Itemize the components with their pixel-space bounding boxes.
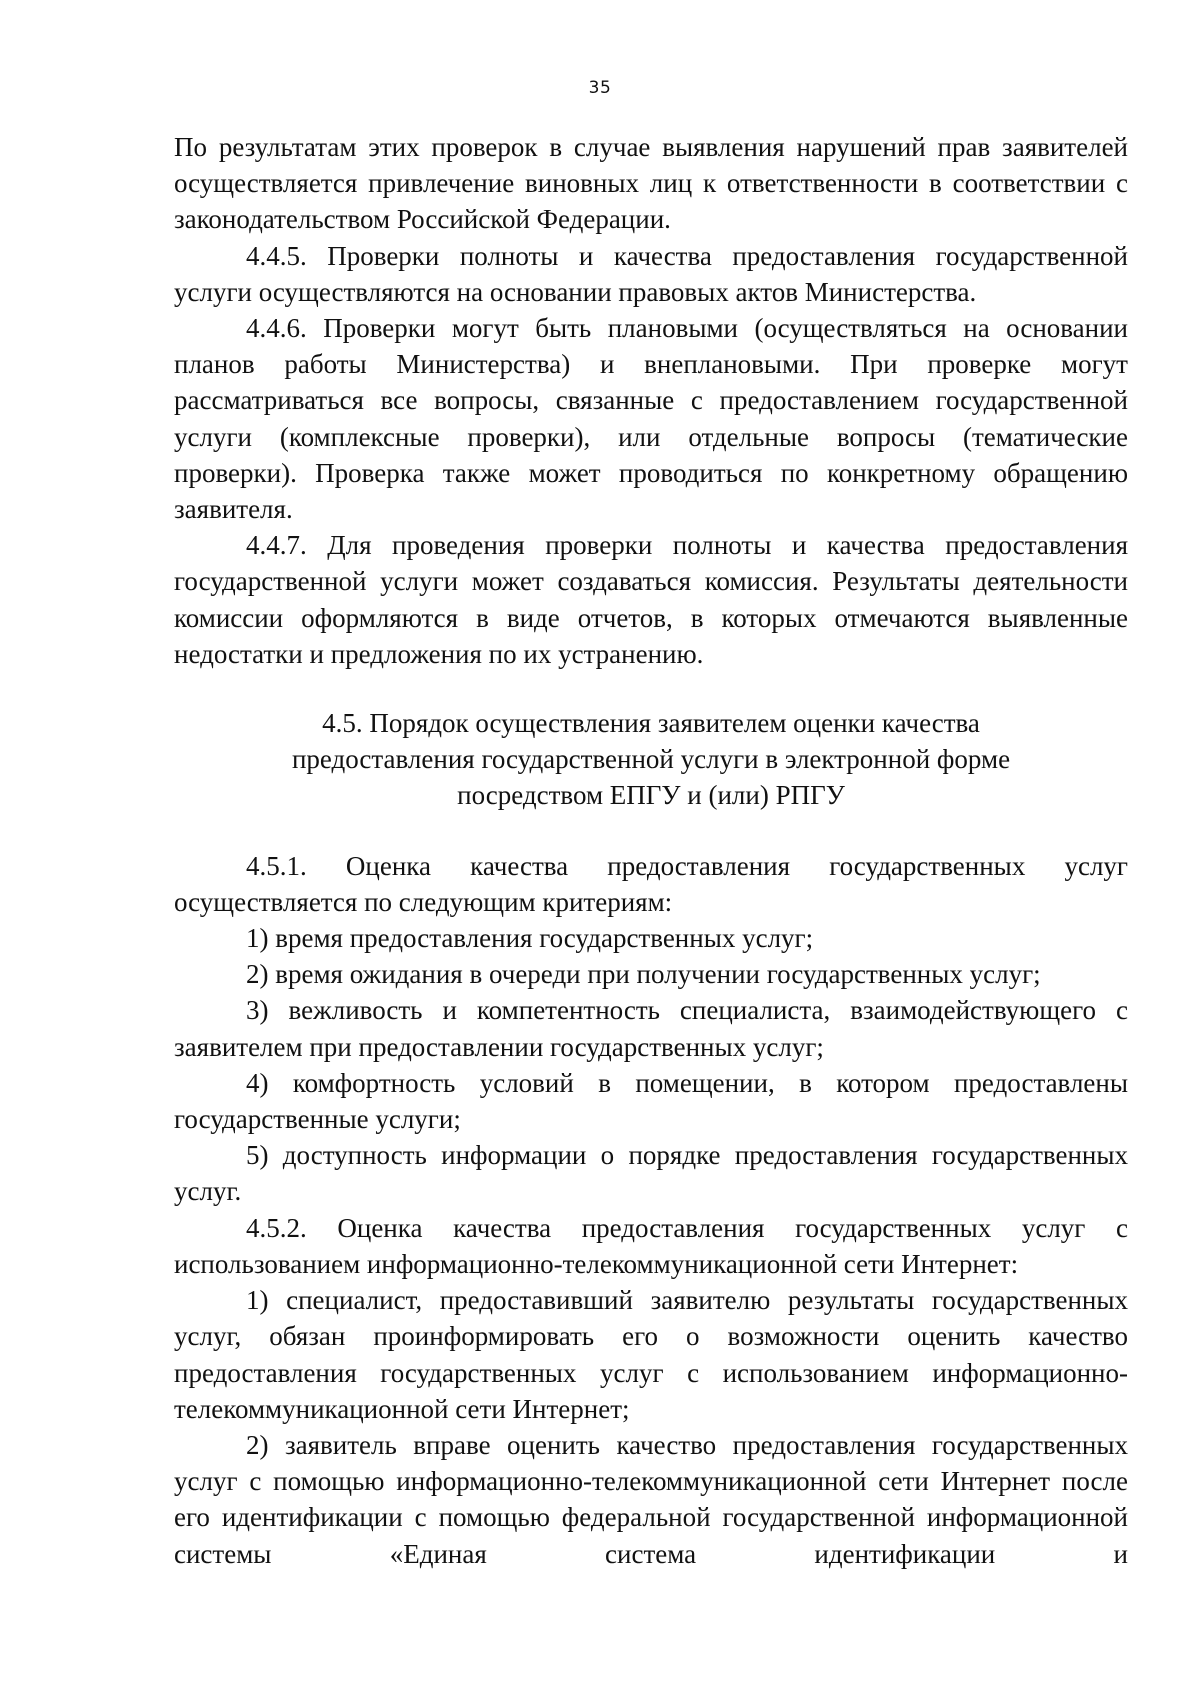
paragraph-4-4-6: 4.4.6. Проверки могут быть плановыми (осуществляться на основании планов работы Министерства) и внеплановыми. При проверке могут рассматриваться все вопросы, связанные с предоставлением государственной услуги (комплексные проверки), или отдельные вопросы (тематические проверки). Проверка также может проводиться по конкретному обращению заявителя. <box>174 313 1128 525</box>
section-heading-line: предоставления государственной услуги в электронной форме <box>291 744 1011 775</box>
paragraph-4-4-5: 4.4.5. Проверки полноты и качества предоставления государственной услуги осуществляются на основании правовых актов Министерства. <box>174 240 1128 307</box>
paragraph-4-5-2: 4.5.2. Оценка качества предоставления государственных услуг с использованием информационно-телекоммуникационной сети Интернет: <box>174 1212 1128 1279</box>
paragraph-4-4-7: 4.4.7. Для проведения проверки полноты и качества предоставления государственной услуги может создаваться комиссия. Результаты деятельности комиссии оформляются в виде отчетов, в которых отмечаются выявленные недостатки и предложения по их устранению. <box>174 530 1128 669</box>
criteria-item-4: 4) комфортность условий в помещении, в котором предоставлены государственные услуги; <box>174 1067 1128 1135</box>
criteria-item-2: 2) время ожидания в очереди при получении государственных услуг; <box>246 959 1041 990</box>
section-heading-line: 4.5. Порядок осуществления заявителем оценки качества <box>322 708 980 739</box>
paragraph-4-5-1: 4.5.1. Оценка качества предоставления государственных услуг осуществляется по следующим критериям: <box>174 850 1128 917</box>
criteria-item-5: 5) доступность информации о порядке предоставления государственных услуг. <box>174 1140 1128 1207</box>
criteria-item-3: 3) вежливость и компетентность специалиста, взаимодействующего с заявителем при предоставлении государственных услуг; <box>174 995 1128 1062</box>
section-heading-4-5 <box>174 705 1128 814</box>
section-heading-line: посредством ЕПГУ и (или) РПГУ <box>457 780 845 811</box>
document-body <box>174 129 1128 1572</box>
criteria-item-1: 1) время предоставления государственных услуг; <box>246 923 814 954</box>
internet-item-1: 1) специалист, предоставивший заявителю результаты государственных услуг, обязан проинформировать его о возможности оценить качество предоставления государственных услуг с использованием информационно-телекоммуникационной сети Интернет; <box>174 1285 1128 1424</box>
paragraph-violations: По результатам этих проверок в случае выявления нарушений прав заявителей осуществляется привлечение виновных лиц к ответственности в соответствии с законодательством Российской Федерации. <box>174 132 1128 235</box>
internet-item-2: 2) заявитель вправе оценить качество предоставления государственных услуг с помощью информационно-телекоммуникационной сети Интернет после его идентификации с помощью федеральной государственной информационной системы «Единая система идентификации и <box>174 1429 1128 1569</box>
page-number: 35 <box>588 78 612 98</box>
